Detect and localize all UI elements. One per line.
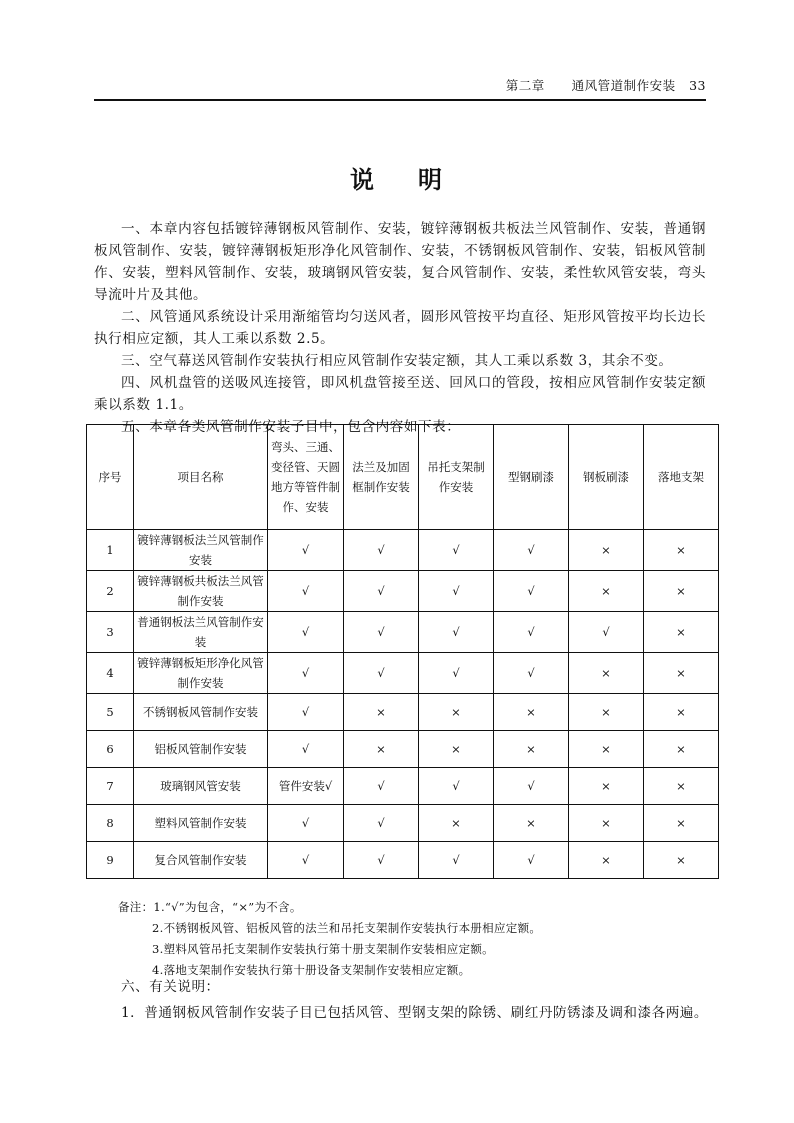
- table-cell: ×: [569, 768, 644, 805]
- table-cell: ×: [644, 694, 719, 731]
- table-cell: 玻璃钢风管安装: [134, 768, 268, 805]
- header-cell: 法兰及加固框制作安装: [344, 425, 419, 530]
- table-cell: √: [268, 842, 344, 879]
- table-cell: ×: [344, 694, 419, 731]
- table-row: [87, 612, 719, 653]
- table-cell: ×: [569, 530, 644, 571]
- table-cell: √: [268, 694, 344, 731]
- paragraph-4: 四、风机盘管的送吸风连接管，即风机盘管接至送、回风口的管段，按相应风管制作安装定额乘以系数 1.1。: [94, 375, 706, 413]
- table-cell: 7: [87, 768, 134, 805]
- paragraph-3: 三、空气幕送风管制作安装执行相应风管制作安装定额，其人工乘以系数 3，其余不变。: [121, 353, 673, 369]
- table-cell: √: [419, 571, 494, 612]
- table-cell: ×: [494, 805, 569, 842]
- table-cell: √: [419, 530, 494, 571]
- table-cell: 不锈钢板风管制作安装: [134, 694, 268, 731]
- paragraph-5: 五、本章各类风管制作安装子目中，包含内容如下表：: [121, 419, 461, 435]
- table-cell: √: [569, 612, 644, 653]
- table-cell: 6: [87, 731, 134, 768]
- table-cell: √: [419, 653, 494, 694]
- table-cell: 4: [87, 653, 134, 694]
- header-chapter: 第二章: [505, 78, 545, 93]
- page-title-char-2: 明: [418, 165, 444, 194]
- table-cell: √: [268, 805, 344, 842]
- note-2: 2.不锈钢板风管、铝板风管的法兰和吊托支架制作安装执行本册相应定额。: [152, 921, 542, 935]
- header-cell: 序号: [87, 425, 134, 530]
- table-cell: ×: [644, 768, 719, 805]
- header-cell: 弯头、三通、变径管、天圆地方等管件制作、安装: [268, 425, 344, 530]
- table-cell: √: [344, 612, 419, 653]
- table-cell: √: [494, 612, 569, 653]
- table-cell: √: [419, 768, 494, 805]
- table-header-row: [87, 425, 719, 530]
- table-cell: ×: [494, 731, 569, 768]
- table-cell: ×: [419, 694, 494, 731]
- table-cell: √: [268, 571, 344, 612]
- notes-label: 备注：: [118, 900, 154, 914]
- table-row: [87, 694, 719, 731]
- table-row: [87, 653, 719, 694]
- table-cell: √: [494, 768, 569, 805]
- body-paragraphs: [94, 218, 706, 438]
- table-cell: √: [344, 842, 419, 879]
- table-cell: √: [344, 768, 419, 805]
- table-cell: 镀锌薄钢板法兰风管制作安装: [134, 530, 268, 571]
- table-row: [87, 805, 719, 842]
- table-notes: [94, 897, 714, 981]
- table-cell: 镀锌薄钢板共板法兰风管制作安装: [134, 571, 268, 612]
- table-cell: 铝板风管制作安装: [134, 731, 268, 768]
- table-cell: 镀锌薄钢板矩形净化风管制作安装: [134, 653, 268, 694]
- table-cell: ×: [569, 653, 644, 694]
- table-cell: ×: [569, 694, 644, 731]
- table-cell: ×: [569, 842, 644, 879]
- header-cell: 落地支架: [644, 425, 719, 530]
- section-6-item-1: 1．普通钢板风管制作安装子目已包括风管、型钢支架的除锈、刷红丹防锈漆及调和漆各两遍。: [121, 1005, 708, 1021]
- table-cell: √: [344, 805, 419, 842]
- table-row: [87, 731, 719, 768]
- table-cell: √: [268, 612, 344, 653]
- table-cell: √: [344, 653, 419, 694]
- table-cell: ×: [644, 731, 719, 768]
- page-title-char-1: 说: [350, 165, 376, 194]
- table-cell: 3: [87, 612, 134, 653]
- table-cell: ×: [644, 842, 719, 879]
- header-cell: 吊托支架制作安装: [419, 425, 494, 530]
- header-cell: 型钢刷漆: [494, 425, 569, 530]
- note-4: 4.落地支架制作安装执行第十册设备支架制作安装相应定额。: [152, 963, 471, 977]
- paragraph-1: 一、本章内容包括镀锌薄钢板风管制作、安装，镀锌薄钢板共板法兰风管制作、安装，普通钢板风管制作、安装，镀锌薄钢板矩形净化风管制作、安装，不锈钢板风管制作、安装，铝板风管制作、安装，塑料风管制作、安装，玻璃钢风管安装，复合风管制作、安装，柔性软风管安装，弯头导流叶片及其他。: [94, 221, 706, 303]
- table-cell: ×: [494, 694, 569, 731]
- table-cell: ×: [569, 731, 644, 768]
- table-cell: ×: [644, 653, 719, 694]
- table-cell: √: [494, 842, 569, 879]
- page-number: 33: [689, 78, 706, 93]
- table-row: [87, 768, 719, 805]
- table-cell: √: [344, 530, 419, 571]
- table-cell: ×: [419, 731, 494, 768]
- section-6-heading: 六、有关说明：: [121, 979, 220, 995]
- table-row: [87, 571, 719, 612]
- table-cell: ×: [644, 612, 719, 653]
- table-cell: ×: [344, 731, 419, 768]
- table-cell: ×: [644, 805, 719, 842]
- table-cell: √: [419, 612, 494, 653]
- table-cell: 8: [87, 805, 134, 842]
- table-cell: 复合风管制作安装: [134, 842, 268, 879]
- table-cell: √: [268, 653, 344, 694]
- table-cell: √: [494, 653, 569, 694]
- table-cell: ×: [419, 805, 494, 842]
- table-cell: ×: [644, 571, 719, 612]
- note-1: 备注：1.“√”为包含，“×”为不含。: [118, 900, 302, 914]
- table-cell: ×: [644, 530, 719, 571]
- table-cell: 管件安装√: [268, 768, 344, 805]
- table-cell: 塑料风管制作安装: [134, 805, 268, 842]
- content-table: [86, 424, 719, 879]
- section-6: [94, 976, 714, 1024]
- table-cell: √: [494, 571, 569, 612]
- table-cell: √: [494, 530, 569, 571]
- table-cell: 1: [87, 530, 134, 571]
- table-cell: ×: [569, 571, 644, 612]
- table-cell: 2: [87, 571, 134, 612]
- note-3: 3.塑料风管吊托支架制作安装执行第十册支架制作安装相应定额。: [152, 942, 494, 956]
- header-section: 通风管道制作安装: [571, 78, 676, 93]
- table-row: [87, 530, 719, 571]
- table-row: [87, 842, 719, 879]
- paragraph-2: 二、风管通风系统设计采用渐缩管均匀送风者，圆形风管按平均直径、矩形风管按平均长边长执行相应定额，其人工乘以系数 2.5。: [94, 309, 706, 347]
- page-title: [0, 160, 794, 195]
- table-cell: 5: [87, 694, 134, 731]
- table-cell: √: [344, 571, 419, 612]
- table-cell: √: [419, 842, 494, 879]
- header-cell: 钢板刷漆: [569, 425, 644, 530]
- table-cell: 9: [87, 842, 134, 879]
- table-cell: 普通钢板法兰风管制作安装: [134, 612, 268, 653]
- table-cell: √: [268, 731, 344, 768]
- running-header: [94, 76, 706, 94]
- header-rule: [94, 99, 706, 101]
- table-cell: ×: [569, 805, 644, 842]
- table-cell: √: [268, 530, 344, 571]
- header-cell: 项目名称: [134, 425, 268, 530]
